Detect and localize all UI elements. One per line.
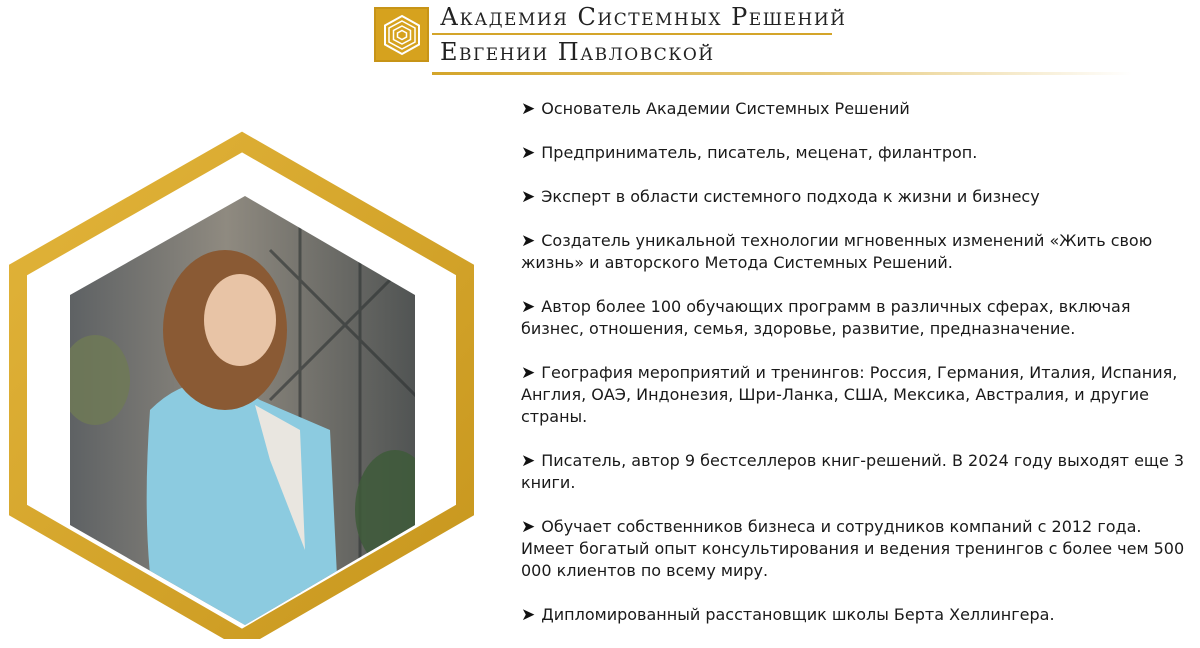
title-divider <box>432 33 832 35</box>
academy-title: Академия Системных Решений <box>440 3 847 31</box>
list-item-text: Создатель уникальной технологии мгновенных изменений «Жить свою жизнь» и авторского Метода Системных Решений. <box>521 231 1153 272</box>
list-item-text: География мероприятий и тренингов: Россия, Германия, Италия, Испания, Англия, ОАЭ, Индонезия, Шри-Ланка, США, Мексика, Австралия, и другие страны. <box>521 363 1178 426</box>
portrait-hex-frame <box>0 130 480 639</box>
list-item <box>521 186 1191 208</box>
list-item <box>521 98 1191 120</box>
list-item <box>521 296 1191 340</box>
list-item-text: Автор более 100 обучающих программ в различных сферах, включая бизнес, отношения, семья, здоровье, развитие, предназначение. <box>521 297 1131 338</box>
list-item-text: Предприниматель, писатель, меценат, филантроп. <box>541 143 978 162</box>
list-item <box>521 230 1191 274</box>
arrow-bullet-icon: ➤ <box>521 187 536 207</box>
list-item <box>521 516 1191 582</box>
founder-facts-list <box>521 98 1191 648</box>
list-item-text: Основатель Академии Системных Решений <box>541 99 910 118</box>
list-item-text: Дипломированный расстановщик школы Берта Хеллингера. <box>541 605 1055 624</box>
arrow-bullet-icon: ➤ <box>521 363 536 383</box>
list-item <box>521 604 1191 626</box>
list-item <box>521 450 1191 494</box>
arrow-bullet-icon: ➤ <box>521 143 536 163</box>
list-item-text: Эксперт в области системного подхода к жизни и бизнесу <box>541 187 1040 206</box>
header-underline <box>432 72 1132 75</box>
list-item-text: Обучает собственников бизнеса и сотрудников компаний с 2012 года. Имеет богатый опыт консультирования и ведения тренингов с более чем 500 000 клиентов по всему миру. <box>521 517 1185 580</box>
arrow-bullet-icon: ➤ <box>521 451 536 471</box>
arrow-bullet-icon: ➤ <box>521 517 536 537</box>
arrow-bullet-icon: ➤ <box>521 99 536 119</box>
hexagon-cube-logo-icon <box>381 14 423 56</box>
arrow-bullet-icon: ➤ <box>521 231 536 251</box>
list-item-text: Писатель, автор 9 бестселлеров книг-решений. В 2024 году выходят еще 3 книги. <box>521 451 1185 492</box>
academy-subtitle: Евгении Павловской <box>440 38 715 66</box>
academy-logo <box>374 7 429 62</box>
list-item <box>521 362 1191 428</box>
arrow-bullet-icon: ➤ <box>521 605 536 625</box>
list-item <box>521 142 1191 164</box>
arrow-bullet-icon: ➤ <box>521 297 536 317</box>
